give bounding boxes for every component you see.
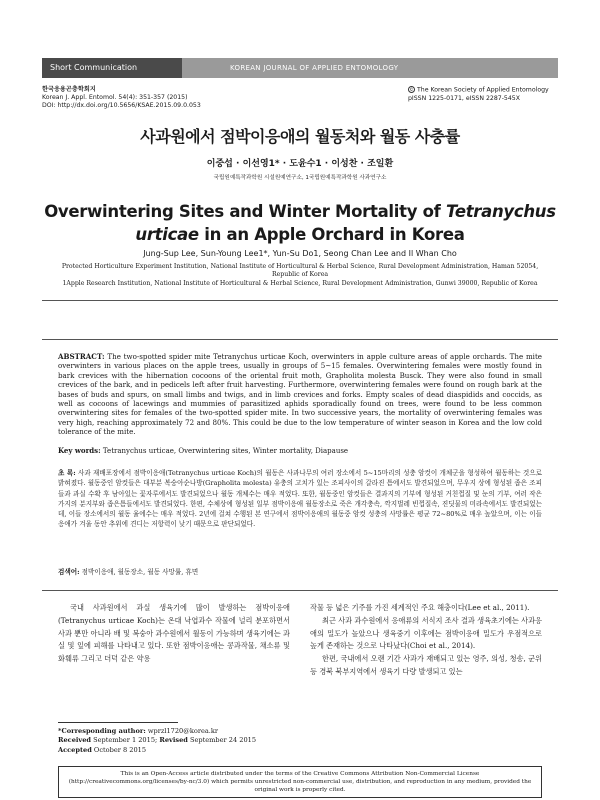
title-english-suffix: in an Apple Orchard in Korea [198,225,465,244]
abstract-korean [58,468,542,530]
keywords-korean [58,568,542,577]
section-label: Short Communication [50,63,138,72]
abstract-text: The two-spotted spider mite Tetranychus urticae Koch, overwinters in apple culture areas of apple orchards. The mite overwinters in various places on the apple trees, usually in groups of 5~15 females. Overwintering females were mostly found in bark crevices with the hibernation cocoons of the oriental fruit moth, Grapholita molesta Busck. They were also found in small crevices of the bark, and in pedicels left after fruit harvesting. Furthermore, overwintering females were found on rough bark at the bases of buds and spurs, on small limbs and twigs, and in limb crevices and forks. Empty scales of dead diaspidids and coccids, as well as cocoons of lacewings and mummies of parasitized aphids sporadically found on trees, were found to be less common overwintering sites for females of the two-spotted spider mite. In two successive years, the mortality of overwintering females was very high, reaching approximately 72 and 80%. This could be due to the low temperature of winter season in Korea and the low cold tolerance of the mite. [58,352,542,437]
abstract-korean-label: 초 록: [58,469,76,477]
accepted-label: Accepted [58,745,92,754]
body-paragraph: 최근 사과 과수원에서 응애류의 서식지 조사 결과 생육초기에는 사과응애의 밀도가 높았으나 생육중기 이후에는 점박이응애 밀도가 우점적으로 높게 존재하는 것으로 나타났다(Choi et al., 2014). [310,615,542,651]
corresponding-label: *Corresponding author: [58,727,146,735]
keywords-label: Key words: [58,446,101,455]
affiliation-english-1: Protected Horticulture Experiment Institution, National Institute of Horticultural & Herbal Science, Rural Development Administration, Haman 52054, Republic of Korea [61,263,539,279]
citation-block [42,86,201,111]
divider [42,339,558,340]
doi-link[interactable]: DOI: http://dx.doi.org/10.5656/KSAE.2015.09.0.053 [42,102,201,110]
footnote-divider [58,722,178,723]
authors-korean: 이중섭 · 이선영1* · 도윤수1 · 이성찬 · 조일환 [206,159,394,169]
title-english-species: Tetranychus urticae [135,202,556,244]
divider [42,300,558,301]
abstract-korean-text: 사과 재배포장에서 점박이응애(Tetranychus urticae Koch)의 월동은 사과나무의 여러 장소에서 5~15마리의 성충 암컷이 개체군을 형성하여 월동하는 것으로 밝혀졌다. 월동중인 암컷들은 대부분 복숭아순나방(Grapholita molesta) 유충의 고치가 있는 조피사이의 갈라진 틈에서도 발견되었으며, 무우지 상에 형성된 좁은 조피들과 과실 수확 후 남아있는 꽃자루에서도 발견되었으나 월동 개체수는 매우 적었다. 또한, 월동중인 암컷들은 결과지의 기부에 형성된 거친껍질 및 눈의 기부, 여러 작은가지의 분지부와 좁은틈들에서도 발견되었다. 한편, 수체상에 형성된 일부 점박이응애 월동장소로 죽은 개각충속, 깍지벌레 빈껍질속, 진딧물의 미라속에서도 발견되었는데, 이들 장소에서의 월동 율에수는 매우 적었다. 2년에 걸쳐 수행된 본 연구에서 점박이응애의 월동중 암컷 성충의 사망률은 평균 72~80%로 매우 높았으며, 이는 이들 응애가 겨울 동안 추위에 견디는 저항력이 낮기 때문으로 판단되었다. [58,469,543,529]
keywords-korean-label: 검색어: [58,568,80,576]
revised-label: Revised [159,736,188,745]
body-paragraph: 한편, 국내에서 오랜 기간 사과가 재배되고 있는 영주, 의성, 청송, 군위 등 경북 북부지역에서 생육기 다량 발생되고 있는 [310,654,542,676]
copyright-block [408,86,558,103]
issn: pISSN 1225-0171, eISSN 2287-545X [408,94,520,102]
divider [42,590,558,591]
body-column-right [310,602,542,679]
revised-date: September 24 2015 [187,736,257,745]
copyright-text: The Korean Society of Applied Entomology [417,86,549,94]
affiliation-english-2: 1Apple Research Institution, National Institute of Horticultural & Herbal Science, Rural Development Administration, Gunwi 39000, Republic of Korea [62,279,538,287]
abstract [58,352,542,437]
title-english-prefix: Overwintering Sites and Winter Mortality of [44,202,446,221]
license-notice: This is an Open-Access article distributed under the terms of the Creative Commons Attribution Non-Commercial License (http://creativecommons.org/licenses/by-nc/3.0) which permits unrestricted non-commercial use, distribution, and reproduction in any medium, provided the original work is properly cited. [58,766,542,798]
keywords [58,446,542,456]
accepted-date: October 8 2015 [91,745,147,754]
keywords-korean-text: 점박이응애, 월동장소, 월동 사망률, 휴면 [79,568,199,576]
received-date: September 1 2015; [91,736,160,745]
abstract-label: ABSTRACT: [58,352,105,361]
journal-name: KOREAN JOURNAL OF APPLIED ENTOMOLOGY [230,64,399,72]
authors-english: Jung-Sup Lee, Sun-Young Lee1*, Yun-Su Do1, Seong Chan Lee and Il Whan Cho [143,249,457,258]
title-english [40,200,560,246]
footnote [58,727,290,755]
affiliation-english [50,263,550,288]
corresponding-email[interactable]: wprzl1720@korea.kr [145,727,219,735]
title-korean: 사과원에서 점박이응애의 월동처와 월동 사충률 [140,127,460,146]
received-label: Received [58,736,92,745]
citation: Korean J. Appl. Entomol. 54(4): 351-357 (2015) [42,94,188,102]
affiliation-korean: 국립원예특작과학원 시설원예연구소, 1국립원예특작과학원 사과연구소 [213,175,387,181]
copyright-icon: © [409,87,414,92]
body-column-left: 국내 사과원에서 과실 생육기에 많이 발생하는 점박이응애(Tetranychus urticae Koch)는 온대 낙엽과수 작물에 널리 분포하면서 사과 뿐만 아니라 배 및 복숭아 과수원에서 월동이 가능하며 생육기에는 과실 및 잎에 피해를 나타내고 있다. 또한 점박이응애는 콩과작물, 채소류 및 화훼류 그리고 더덕 같은 약용 [58,603,290,664]
body-paragraph: 작물 등 넓은 기주를 가진 세계적인 주요 해충이다(Lee et al., 2011). [310,603,530,612]
keywords-text: Tetranychus urticae, Overwintering sites, Winter mortality, Diapause [100,447,349,455]
journal-name-kr: 한국응용곤충학회지 [42,86,96,93]
section-label-box [42,58,182,78]
